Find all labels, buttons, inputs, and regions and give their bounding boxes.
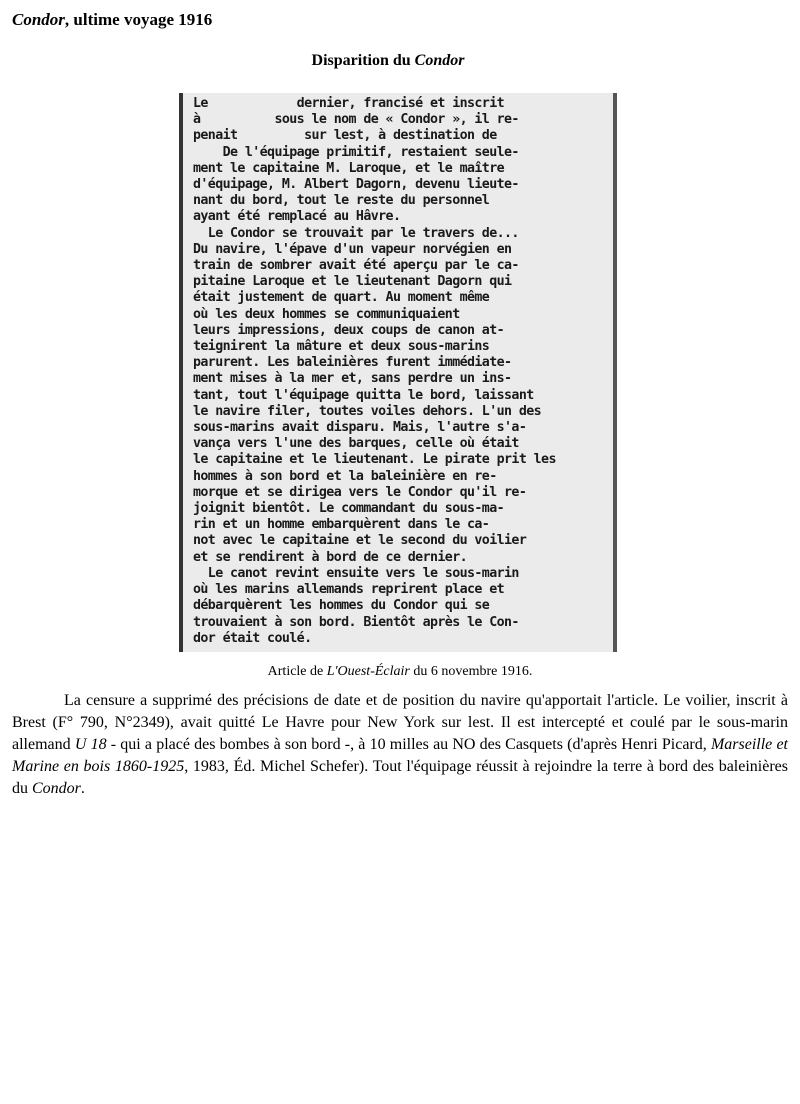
clipping-line: débarquèrent les hommes du Condor qui se: [193, 598, 490, 614]
header-title-italic: Condor: [12, 10, 65, 29]
document-header: [12, 10, 212, 30]
ship-name: Condor: [32, 780, 81, 797]
clipping-line: De l'équipage primitif, restaient seule-: [193, 144, 519, 160]
clipping-line: tant, tout l'équipage quitta le bord, laissant: [193, 387, 534, 403]
clipping-line: vança vers l'une des barques, celle où était: [193, 436, 519, 452]
clipping-line: était justement de quart. Au moment même: [193, 290, 490, 306]
clipping-line: morque et se dirigea vers le Condor qu'il re-: [193, 484, 527, 500]
clipping-line: Le dernier, francisé et inscrit: [193, 96, 505, 111]
header-title-rest: , ultime voyage 1916: [64, 10, 213, 29]
clipping-line: not avec le capitaine et le second du voilier: [193, 533, 527, 549]
clipping-line: le navire filer, toutes voiles dehors. L'un des: [193, 403, 542, 419]
newspaper-clipping: [179, 93, 617, 652]
clipping-line: trouvaient à son bord. Bientôt après le Con-: [193, 614, 519, 630]
paragraph-text-2: - qui a placé des bombes à son bord -, à 10 milles au NO des Casquets (d'après Henri Picard,: [106, 736, 711, 753]
clipping-line: pitaine Laroque et le lieutenant Dagorn qui: [193, 274, 512, 290]
clipping-line: Le canot revint ensuite vers le sous-marin: [193, 565, 519, 581]
submarine-name: U 18: [74, 736, 107, 753]
clipping-line: où les marins allemands reprirent place et: [193, 582, 505, 598]
clipping-line: leurs impressions, deux coups de canon at-: [193, 322, 505, 338]
clipping-line: nant du bord, tout le reste du personnel: [193, 193, 490, 209]
clipping-line: joignit bientôt. Le commandant du sous-ma-: [193, 501, 505, 517]
clipping-line: parurent. Les baleinières furent immédiate-: [193, 355, 512, 371]
clipping-caption: [0, 664, 800, 680]
clipping-line: ayant été remplacé au Hâvre.: [193, 209, 401, 225]
paragraph-text-1: La censure a supprimé des précisions de date et de position du navire qu'apportait l'article. Le voilier, inscrit à Brest (F° 790, N°2349), avait quitté Le Havre pour New York sur lest. Il est intercepté et coulé par le sous-marin allemand: [12, 692, 788, 753]
clipping-line: ment mises à la mer et, sans perdre un ins-: [193, 371, 512, 387]
section-title-italic: Condor: [414, 52, 465, 69]
clipping-line: où les deux hommes se communiquaient: [193, 306, 460, 322]
clipping-line: rin et un homme embarquèrent dans le ca-: [193, 517, 490, 533]
clipping-line: le capitaine et le lieutenant. Le pirate prit les: [193, 452, 556, 468]
clipping-line: train de sombrer avait été aperçu par le ca-: [193, 258, 519, 274]
book-title: Marseille et Marine en bois 1860-1925: [12, 736, 789, 775]
caption-prefix: Article de: [267, 664, 327, 679]
caption-suffix: du 6 novembre 1916.: [409, 664, 533, 679]
clipping-left-edge: [179, 93, 183, 652]
clipping-line: dor était coulé.: [193, 630, 312, 646]
clipping-right-edge: [613, 93, 617, 652]
clipping-line: à sous le nom de « Condor », il re-: [193, 112, 519, 128]
section-title: [0, 52, 776, 70]
paragraph-text-3: , 1983, Éd. Michel Schefer). Tout l'équipage réussit à rejoindre la terre à bord des baleinières du: [12, 758, 788, 797]
caption-source: L'Ouest-Éclair: [326, 664, 410, 679]
body-paragraph: [12, 690, 788, 800]
clipping-line: teignirent la mâture et deux sous-marins: [193, 339, 490, 355]
clipping-line: Le Condor se trouvait par le travers de...: [193, 225, 519, 241]
clipping-line: hommes à son bord et la baleinière en re-: [193, 468, 497, 484]
paragraph-text-4: .: [80, 780, 85, 797]
clipping-line: et se rendirent à bord de ce dernier.: [193, 549, 468, 565]
clipping-line: penait sur lest, à destination de: [193, 128, 497, 144]
clipping-line: sous-marins avait disparu. Mais, l'autre s'a-: [193, 420, 527, 436]
clipping-line: d'équipage, M. Albert Dagorn, devenu lieute-: [193, 177, 519, 193]
clipping-line: Du navire, l'épave d'un vapeur norvégien en: [193, 241, 512, 257]
section-title-prefix: Disparition du: [311, 52, 415, 69]
clipping-line: ment le capitaine M. Laroque, et le maître: [193, 160, 505, 176]
paragraph: [12, 690, 788, 800]
